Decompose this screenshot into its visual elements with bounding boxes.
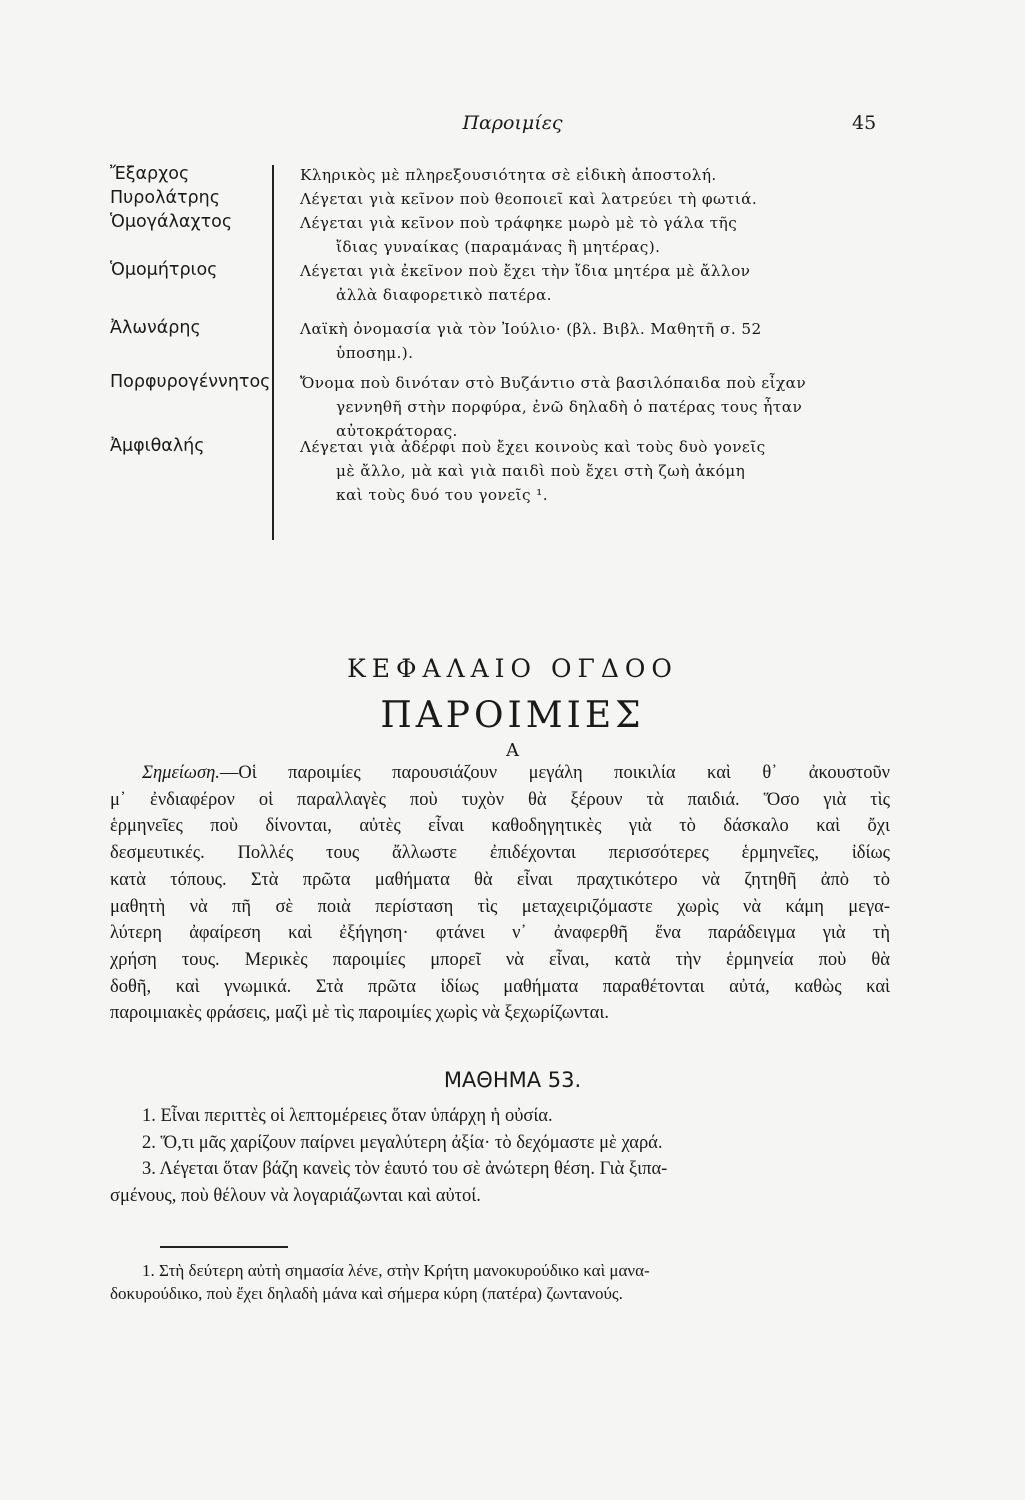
definition-line: Ὄνομα ποὺ δινόταν στὸ Βυζάντιο στὰ βασιλόπαιδα ποὺ εἶχαν [300,374,807,392]
paragraph-line: μ᾽ ἐνδιαφέρον οἱ παραλλαγὲς ποὺ τυχὸν θὰ ξέρουν τὰ παιδιά. Ὅσο γιὰ τὶς [110,789,890,810]
glossary-definition [300,435,900,508]
section-letter: Α [506,740,519,761]
glossary-term: Ἀλωνάρης [110,318,201,338]
definition-line: Λέγεται γιὰ ἀδέρφι ποὺ ἔχει κοινοὺς καὶ τοὺς δυὸ γονεῖς [300,438,766,456]
paragraph-line: παροιμιακὲς φράσεις, μαζὶ μὲ τὶς παροιμίες χωρὶς νὰ ξεχωρίζωνται. [110,1003,609,1024]
lesson-title: ΜΑΘΗΜΑ 53. [443,1068,582,1092]
glossary-term: Πυρολάτρης [110,188,220,208]
paragraph-line: χρήση τους. Μερικὲς παροιμίες μπορεῖ νὰ εἶναι, κατὰ τὴν ἑρμηνεία ποὺ θὰ [110,949,890,970]
glossary-definition [300,163,900,187]
definition-line: Λέγεται γιὰ κεῖνον ποὺ θεοποιεῖ καὶ λατρεύει τὴ φωτιά. [300,190,758,208]
lesson-item: 3. Λέγεται ὅταν βάζη κανεὶς τὸν ἑαυτό του σὲ ἀνώτερη θέση. Γιὰ ξιπα- [142,1159,668,1179]
definition-line: Λέγεται γιὰ ἐκεῖνον ποὺ ἔχει τὴν ἴδια μητέρα μὲ ἄλλον [300,262,751,280]
paragraph-line [110,760,890,787]
paragraph-line: δοθῆ, καὶ γνωμικά. Στὰ πρῶτα ἰδίως μαθήματα παραθέτονται αὐτά, καθὼς καὶ [110,976,890,997]
definition-line: καὶ τοὺς δυό του γονεῖς ¹. [336,486,548,505]
glossary-definition [300,211,900,259]
paragraph-line: μαθητὴ νὰ πῆ σὲ ποιὰ περίσταση τὶς μεταχειριζόμαστε χωρὶς νὰ κάμη μεγα- [110,896,890,917]
glossary-term: Ὁμογάλαχτος [110,212,233,232]
footnote-line: 1. Στὴ δεύτερη αὐτὴ σημασία λένε, στὴν Κρήτη μανοκυρούδικο καὶ μανα- [142,1261,650,1280]
definition-line: Λέγεται γιὰ κεῖνον ποὺ τράφηκε μωρὸ μὲ τὸ γάλα τῆς [300,214,738,232]
glossary-term: Ἔξαρχος [110,164,190,184]
definition-line: ἀλλὰ διαφορετικὸ πατέρα. [336,286,552,305]
paragraph-line: λύτερη ἀφαίρεση καὶ ἐξήγηση· φτάνει ν᾽ ἀναφερθῆ ἕνα παράδειγμα γιὰ τὴ [110,923,890,944]
glossary-term: Πορφυρογέννητος [110,372,271,392]
lesson-item: σμένους, ποὺ θέλουν νὰ λογαριάζωνται καὶ αὐτοί. [110,1185,481,1206]
glossary-definition [300,259,900,307]
glossary-definition [300,187,900,211]
running-header-title: Παροιμίες [462,112,563,134]
definition-line: Λαϊκὴ ὀνομασία γιὰ τὸν Ἰούλιο· (βλ. Βιβλ. Μαθητῆ σ. 52 [300,320,762,338]
note-text: —Οἱ παροιμίες παρουσιάζουν μεγάλη ποικιλία καὶ θ᾽ ἀκουστοῦν [219,763,890,783]
footnote-rule [160,1246,288,1248]
lesson-item: 2. Ὅ,τι μᾶς χαρίζουν παίρνει μεγαλύτερη ἀξία· τὸ δεχόμαστε μὲ χαρά. [142,1132,663,1153]
chapter-title: ΠΑΡΟΙΜΙΕΣ [380,695,645,736]
column-divider [272,165,274,540]
definition-line: Κληρικὸς μὲ πληρεξουσιότητα σὲ εἰδικὴ ἀποστολή. [300,166,717,184]
page-number: 45 [852,112,877,134]
lesson-item: 1. Εἶναι περιττὲς οἱ λεπτομέρειες ὅταν ὑπάρχη ἡ οὐσία. [142,1106,553,1126]
note-label: Σημείωση. [142,763,220,783]
definition-line: ὑποσημ.). [336,344,414,363]
glossary-definition [300,371,900,444]
definition-line: αὐτοκράτορας. [336,422,458,441]
chapter-label: ΚΕΦΑΛΑΙΟ ΟΓΔΟΟ [347,654,678,683]
definition-line: γεννηθῆ στὴν πορφύρα, ἐνῶ δηλαδὴ ὁ πατέρας τους ἦταν [336,398,803,417]
footnote [110,1259,890,1305]
glossary-term: Ἀμφιθαλής [110,436,205,456]
paragraph-line: δεσμευτικές. Πολλές τους ἄλλωστε ἐπιδέχονται περισσότερες ἑρμηνεῖες, ἰδίως [110,843,890,864]
note-paragraph [110,760,890,1027]
glossary-definition [300,317,900,365]
definition-line: μὲ ἄλλο, μὰ καὶ γιὰ παιδὶ ποὺ ἔχει στὴ ζωὴ ἀκόμη [336,462,746,481]
lesson-items [110,1103,890,1209]
paragraph-line: ἑρμηνεῖες ποὺ δίνονται, αὐτὲς εἶναι καθοδηγητικὲς γιὰ τὸ δάσκαλο καὶ ὄχι [110,816,890,837]
definition-line: ἴδιας γυναίκας (παραμάνας ἢ μητέρας). [336,238,661,257]
glossary-term: Ὁμομήτριος [110,260,218,280]
paragraph-line: κατὰ τόπους. Στὰ πρῶτα μαθήματα θὰ εἶναι πραχτικότερο νὰ ζητηθῆ ἀπὸ τὸ [110,869,890,890]
footnote-line: δοκυρούδικο, ποὺ ἔχει δηλαδὴ μάνα καὶ σήμερα κύρη (πατέρα) ζωντανούς. [110,1284,623,1303]
